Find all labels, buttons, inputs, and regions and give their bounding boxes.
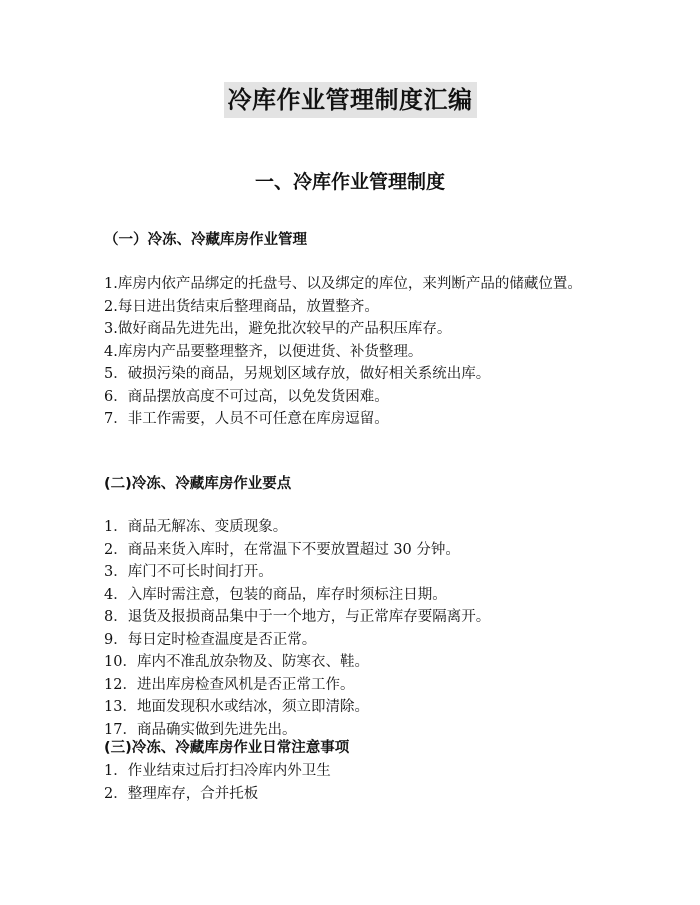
list-item: 8．退货及报损商品集中于一个地方，与正常库存要隔离开。: [104, 609, 491, 625]
section-3-list: [104, 760, 604, 805]
list-item: 2．商品来货入库时，在常温下不要放置超过 30 分钟。: [104, 541, 460, 558]
list-item: 2.每日进出货结束后整理商品，放置整齐。: [104, 298, 379, 315]
list-item: 7．非工作需要，人员不可任意在库房逗留。: [104, 411, 389, 427]
list-item: 2．整理库存，合并托板: [104, 785, 259, 802]
section-heading-1: （一）冷冻、冷藏库房作业管理: [104, 232, 307, 248]
list-item: 1．作业结束过后打扫冷库内外卫生: [104, 763, 331, 779]
list-item: 17．商品确实做到先进先出。: [104, 721, 297, 738]
list-item: 3．库门不可长时间打开。: [104, 564, 273, 580]
list-item: 3.做好商品先进先出，避免批次较早的产品积压库存。: [104, 321, 452, 337]
list-item: 4．入库时需注意，包装的商品，库存时须标注日期。: [104, 586, 447, 603]
list-item: 9．每日定时检查温度是否正常。: [104, 631, 317, 648]
list-item: 5．破损污染的商品，另规划区域存放，做好相关系统出库。: [104, 366, 491, 382]
chapter-title: 一、冷库作业管理制度: [254, 171, 445, 193]
list-item: 1．商品无解冻、变质现象。: [104, 519, 288, 535]
section-2-list: [104, 516, 604, 741]
list-item: 13．地面发现积水或结冰，须立即清除。: [104, 699, 369, 715]
section-1-list: [104, 273, 604, 431]
list-item: 12．进出库房检查风机是否正常工作。: [104, 676, 355, 693]
section-heading-2: (二)冷冻、冷藏库房作业要点: [104, 476, 292, 492]
list-item: 4.库房内产品要整理整齐，以便进货、补货整理。: [104, 343, 423, 360]
list-item: 6．商品摆放高度不可过高，以免发货困难。: [104, 388, 389, 405]
list-item: 10．库内不准乱放杂物及、防寒衣、鞋。: [104, 654, 369, 670]
document-title-container: [0, 82, 700, 118]
document-title: 冷库作业管理制度汇编: [224, 82, 477, 118]
list-item: 1.库房内依产品绑定的托盘号、以及绑定的库位，来判断产品的储藏位置。: [104, 276, 582, 292]
section-heading-3: (三)冷冻、冷藏库房作业日常注意事项: [104, 740, 350, 756]
